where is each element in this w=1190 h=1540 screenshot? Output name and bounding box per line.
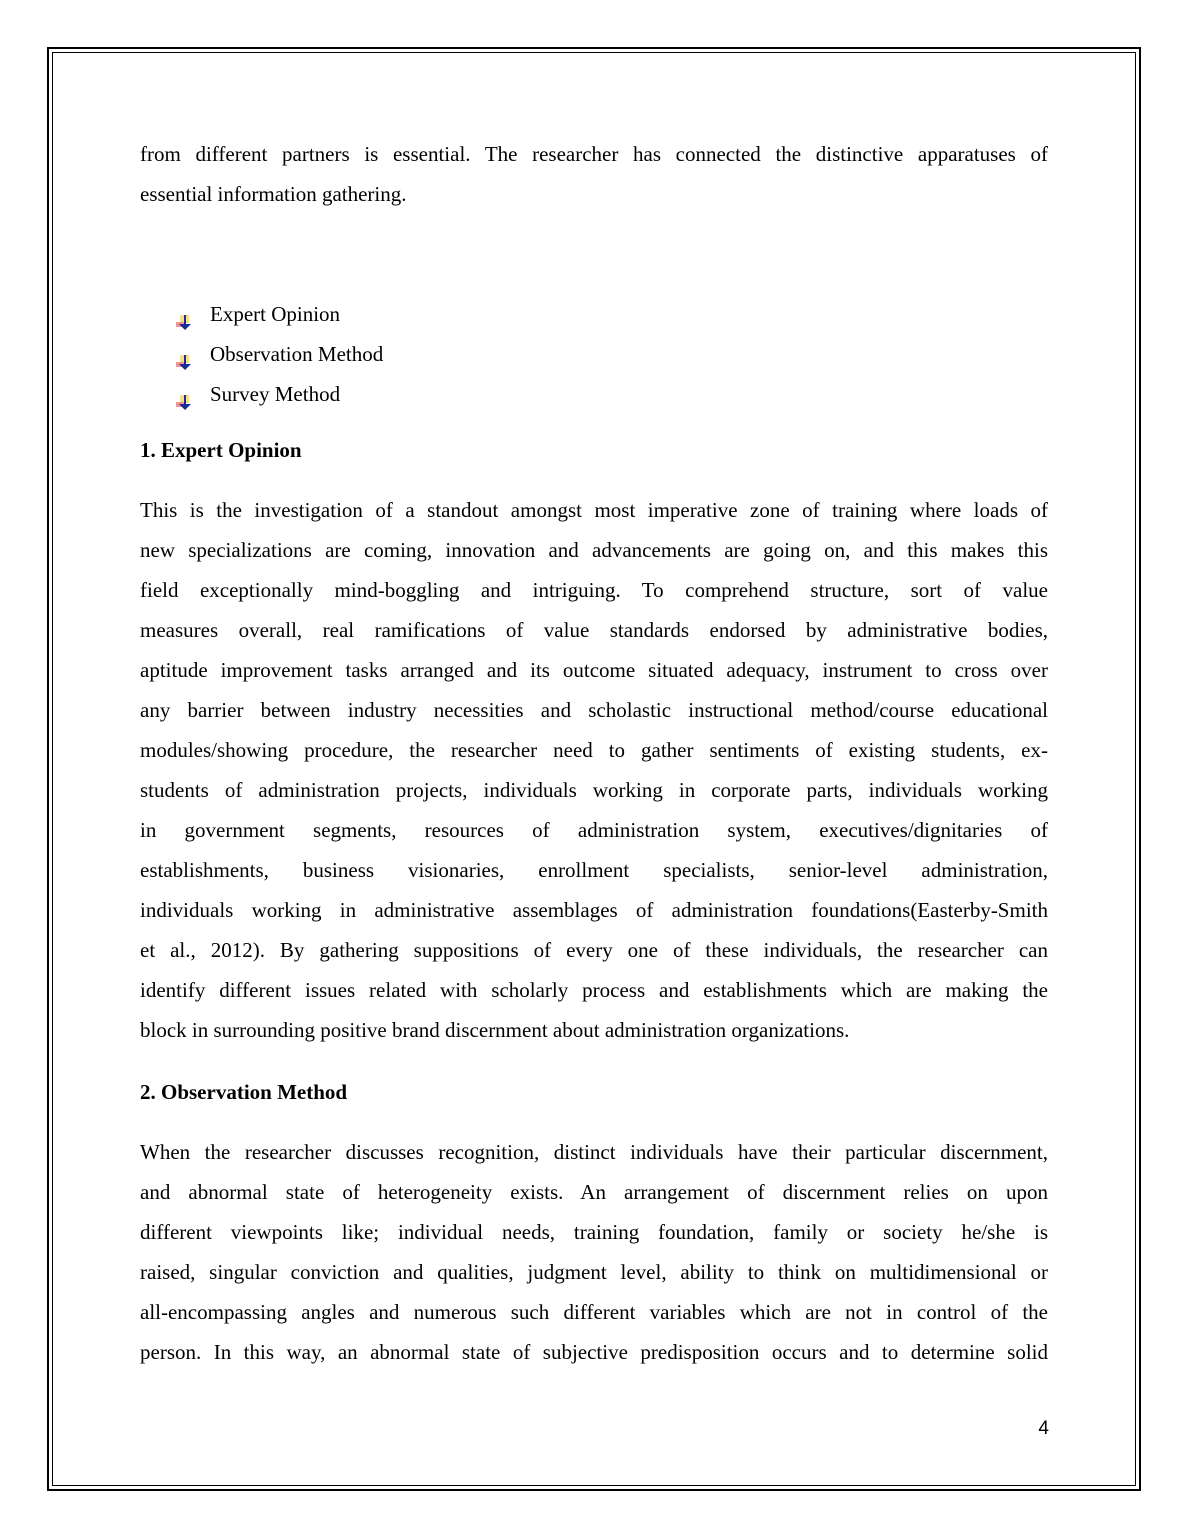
- bullet-item: [176, 294, 383, 334]
- page-number: 4: [1038, 1418, 1049, 1439]
- text-line: identify different issues related with scholarly process and establishments which are making the: [140, 978, 1048, 1002]
- text-line: new specializations are coming, innovation and advancements are going on, and this makes this: [140, 538, 1048, 562]
- bullet-label: Survey Method: [210, 382, 341, 406]
- text-line: from different partners is essential. The researcher has connected the distinctive apparatuses of: [140, 142, 1048, 166]
- text-line: all-encompassing angles and numerous such different variables which are not in control of the: [140, 1300, 1048, 1324]
- bullet-label: Expert Opinion: [210, 302, 341, 326]
- text-line: in government segments, resources of administration system, executives/dignitaries of: [140, 818, 1048, 842]
- text-line: raised, singular conviction and qualities, judgment level, ability to think on multidimensional or: [140, 1260, 1048, 1284]
- down-arrow-bullet-icon: [176, 385, 194, 403]
- section-heading-observation-method: 2. Observation Method: [140, 1080, 348, 1104]
- down-arrow-bullet-icon: [176, 305, 194, 323]
- text-line: students of administration projects, individuals working in corporate parts, individuals working: [140, 778, 1048, 802]
- text-line: person. In this way, an abnormal state of subjective predisposition occurs and to determine solid: [140, 1340, 1048, 1364]
- bullet-label: Observation Method: [210, 342, 384, 366]
- intro-paragraph: [140, 134, 1048, 214]
- text-line: individuals working in administrative assemblages of administration foundations(Easterby-Smith: [140, 898, 1048, 922]
- text-line: essential information gathering.: [140, 182, 407, 206]
- bullet-list: [176, 294, 383, 414]
- text-line: any barrier between industry necessities and scholastic instructional method/course educational: [140, 698, 1048, 722]
- observation-method-paragraph: [140, 1132, 1048, 1372]
- text-line: measures overall, real ramifications of value standards endorsed by administrative bodies,: [140, 618, 1048, 642]
- bullet-item: [176, 374, 383, 414]
- down-arrow-bullet-icon: [176, 345, 194, 363]
- section-heading-expert-opinion: 1. Expert Opinion: [140, 438, 302, 462]
- text-line: et al., 2012). By gathering suppositions of every one of these individuals, the researcher can: [140, 938, 1048, 962]
- text-line: establishments, business visionaries, enrollment specialists, senior-level administration,: [140, 858, 1048, 882]
- text-line: When the researcher discusses recognition, distinct individuals have their particular discernment,: [140, 1140, 1048, 1164]
- text-line: aptitude improvement tasks arranged and its outcome situated adequacy, instrument to cross over: [140, 658, 1048, 682]
- text-line: and abnormal state of heterogeneity exists. An arrangement of discernment relies on upon: [140, 1180, 1048, 1204]
- expert-opinion-paragraph: [140, 490, 1048, 1050]
- text-line: different viewpoints like; individual needs, training foundation, family or society he/she is: [140, 1220, 1048, 1244]
- text-line: modules/showing procedure, the researcher need to gather sentiments of existing students, ex-: [140, 738, 1048, 762]
- text-line: field exceptionally mind-boggling and intriguing. To comprehend structure, sort of value: [140, 578, 1048, 602]
- text-line: block in surrounding positive brand discernment about administration organizations.: [140, 1018, 850, 1042]
- text-line: This is the investigation of a standout amongst most imperative zone of training where loads of: [140, 498, 1048, 522]
- bullet-item: [176, 334, 383, 374]
